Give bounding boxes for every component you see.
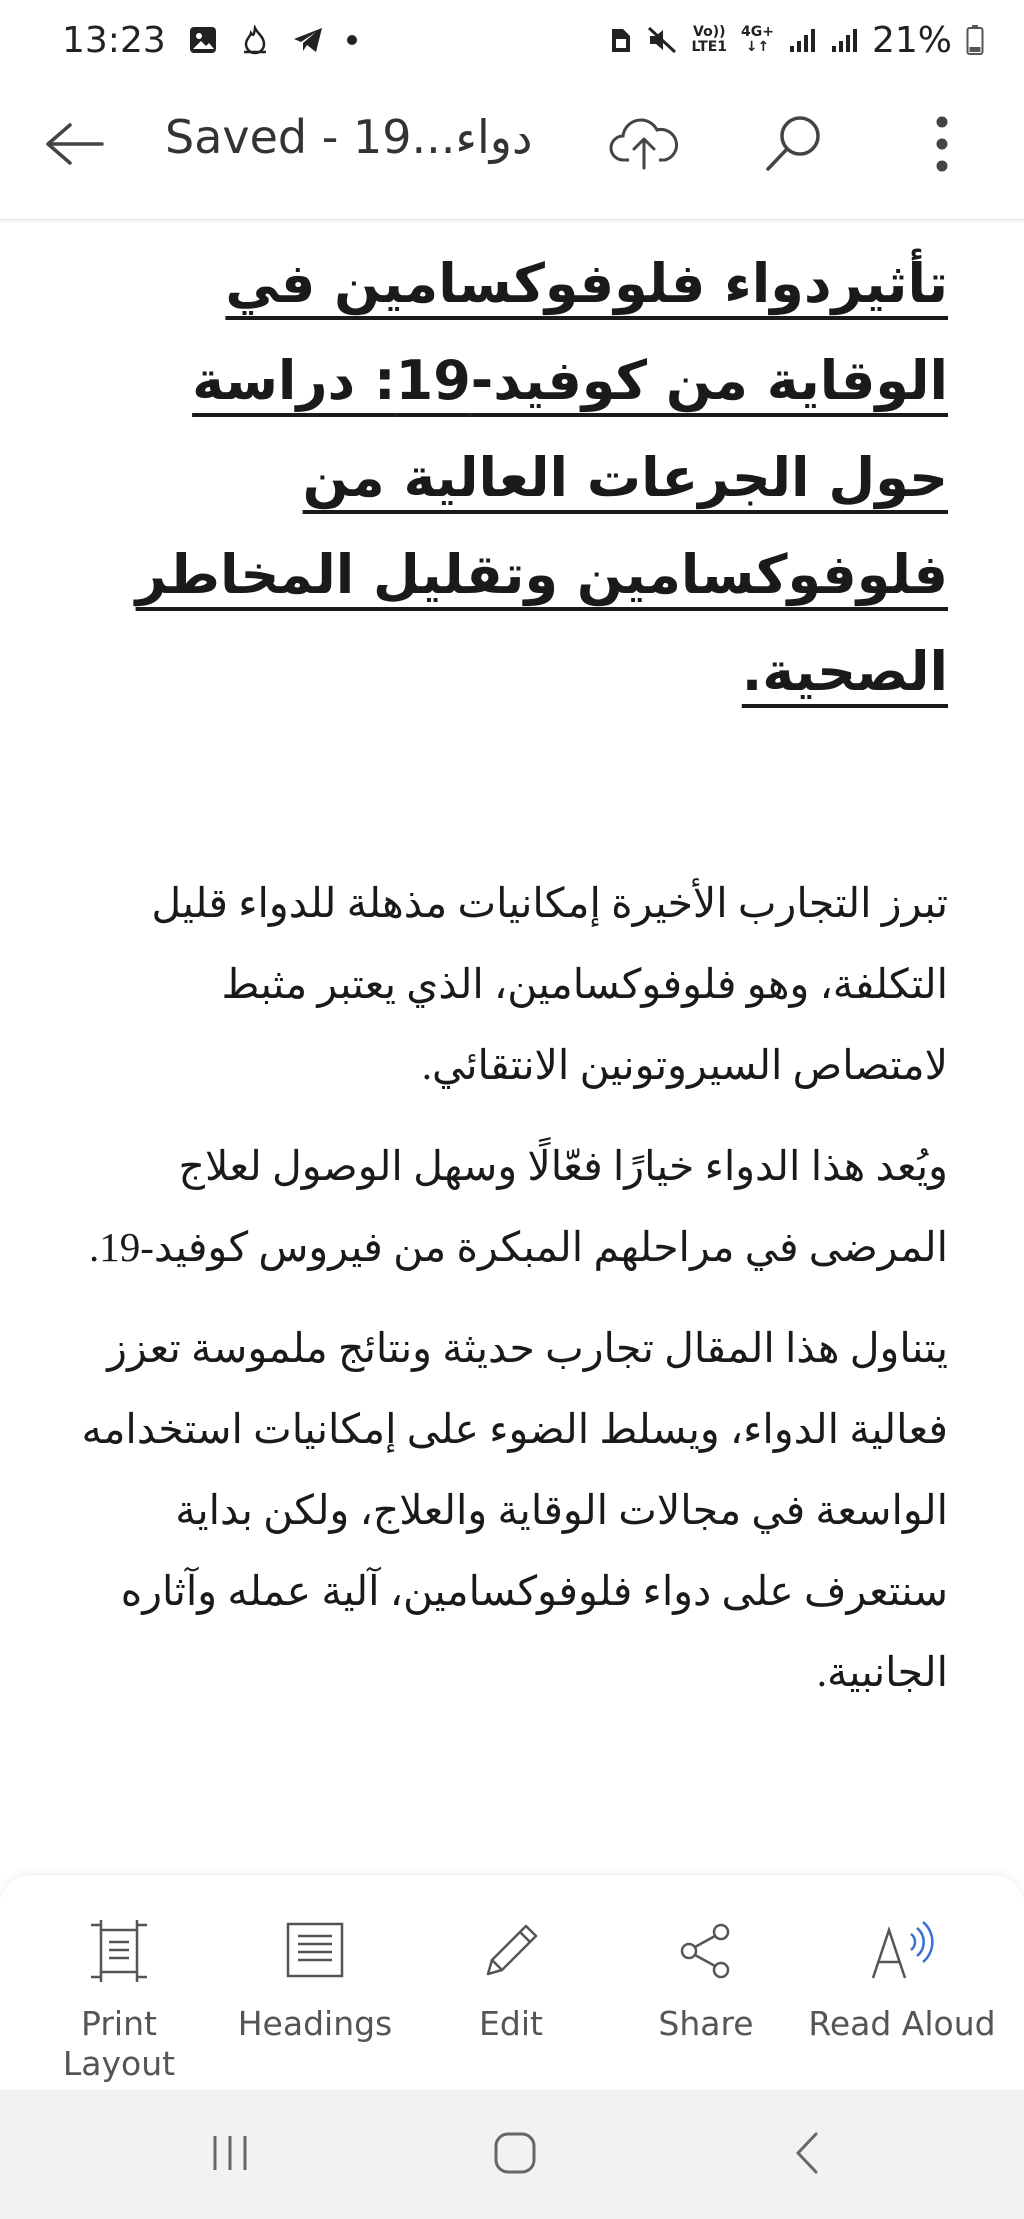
volte-indicator [692,25,727,55]
headings-label: Headings [237,2004,393,2043]
cloud-upload-button[interactable] [606,110,682,182]
pencil-icon [480,1920,542,1986]
system-navigation-bar [0,2090,1024,2219]
read-aloud-icon [867,1920,937,1986]
status-left [62,20,358,61]
edit-label: Edit [479,2004,543,2043]
dot-icon [346,34,358,46]
battery-icon [966,24,984,56]
status-right [610,20,984,61]
battery-percent: 21% [871,19,952,61]
sim-icon [610,25,632,55]
cloud-upload-icon [609,116,679,176]
document-body[interactable] [70,235,948,1713]
fire-icon [240,25,270,55]
back-icon [788,2130,828,2180]
more-vert-icon [935,114,949,178]
network-label: 4G+ [741,24,774,40]
read-aloud-label: Read Aloud [808,2004,996,2043]
share-icon [675,1920,737,1986]
bottom-toolbar [0,1875,1024,2090]
image-icon [188,25,218,55]
paragraph-3: يتناول هذا المقال تجارب حديثة ونتائج ملموسة تعزز فعالية الدواء، ويسلط الضوء على إمكانيات استخدامه الواسعة في مجالات الوقاية والعلاج، ولكن بداية سنتعرف على دواء فلوفوكسامين، آلية عمله وآثاره الجانبية. [81,1325,948,1695]
share-label: Share [658,2004,754,2043]
share-button[interactable] [606,1920,806,2044]
lte-label: LTE1 [691,39,728,55]
network-indicator: 4G+ ↓↑ [741,24,774,55]
more-options-button[interactable] [922,110,962,182]
search-icon [760,111,826,181]
headings-button[interactable] [215,1920,415,2044]
search-button[interactable] [755,108,831,184]
edit-button[interactable] [411,1920,611,2044]
read-aloud-button[interactable] [802,1920,1002,2044]
paragraph-1: تبرز التجارب الأخيرة إمكانيات مذهلة للدواء قليل التكلفة، وهو فلوفوكسامين، الذي يعتبر مثبط لامتصاص السيروتونين الانتقائي. [151,880,948,1088]
back-arrow-icon [42,119,106,173]
headings-icon [284,1920,346,1986]
print-layout-button[interactable] [19,1920,219,2084]
document-heading: تأثيردواء فلوفوكسامين في الوقاية من كوفيد-19: دراسة حول الجرعات العالية من فلوفوكسامين وتقليل المخاطر الصحية. [135,252,948,703]
recent-apps-button[interactable] [200,2130,260,2180]
mute-icon [646,25,678,55]
print-layout-icon [87,1920,151,1986]
document-title[interactable]: Saved - 19...دواء [165,110,533,164]
telegram-icon [292,25,324,55]
app-bar [0,80,1024,220]
signal-icon [788,26,816,54]
print-layout-label [63,2004,175,2084]
home-icon [492,2130,538,2180]
home-button[interactable] [485,2130,545,2180]
paragraph-2: ويُعد هذا الدواء خيارًا فعّالًا وسهل الوصول لعلاج المرضى في مراحلهم المبكرة من فيروس كوفيد-19. [89,1143,948,1270]
recent-apps-icon [207,2130,253,2180]
print-label-line1: Print [81,2004,157,2043]
signal-icon [830,26,858,54]
nav-back-button[interactable] [778,2130,838,2180]
volte-label: Vo)) [693,24,726,40]
status-bar [0,0,1024,80]
back-button[interactable] [38,110,110,182]
print-label-line2: Layout [62,2044,176,2083]
status-time: 13:23 [62,19,166,61]
